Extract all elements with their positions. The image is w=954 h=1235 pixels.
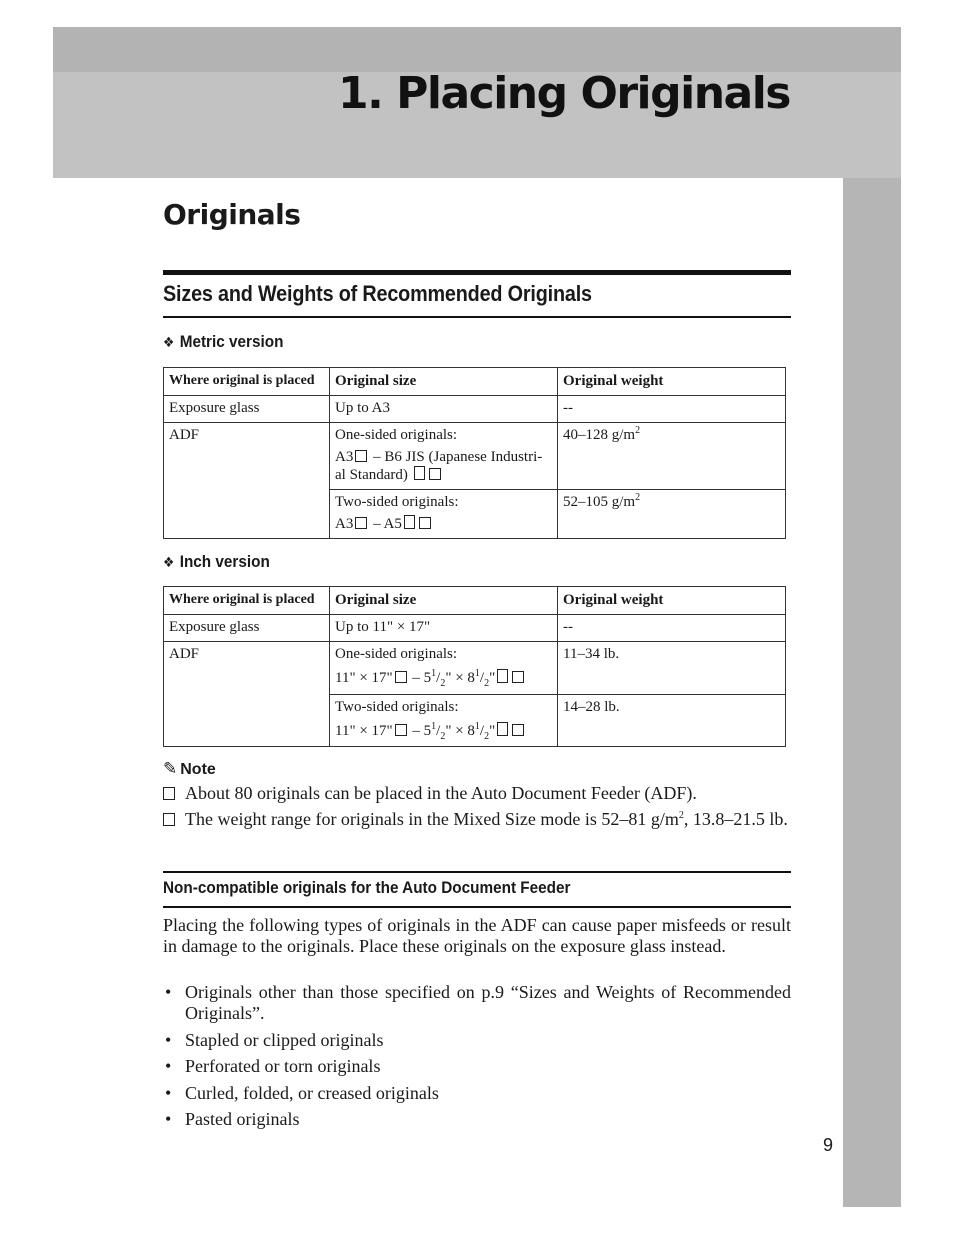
subsection-title: Sizes and Weights of Recommended Originals [163, 281, 592, 306]
diamond-bullet-icon: ❖ [163, 335, 175, 351]
list-item: • Stapled or clipped originals [163, 1030, 791, 1051]
header-placed: Where original is placed [164, 587, 330, 615]
paper-landscape-icon [355, 450, 367, 462]
size-end: " [489, 670, 496, 686]
list-item: • Perforated or torn originals [163, 1056, 791, 1077]
cell-weight: 11–34 lb. [558, 642, 786, 695]
header-dark-band [53, 27, 901, 72]
list-item [163, 783, 791, 804]
paper-portrait-icon [497, 722, 508, 736]
cell-weight [558, 423, 786, 490]
header-placed: Where original is placed [164, 368, 330, 396]
paper-portrait-icon [497, 669, 508, 683]
paper-landscape-icon [429, 468, 441, 480]
size-to: – B6 JIS (Japanese Industri- [369, 449, 543, 465]
size-label: Two-sided originals: [335, 699, 459, 715]
table-header-row [164, 368, 786, 396]
cell-place: ADF [164, 423, 330, 539]
fraction-den: 2 [484, 678, 490, 689]
paper-landscape-icon [355, 517, 367, 529]
diamond-bullet-icon: ❖ [163, 555, 175, 571]
header-size: Original size [330, 368, 558, 396]
subsection-rule-top [163, 871, 791, 873]
table-header-row [164, 587, 786, 615]
list-item: • Originals other than those specified on p.9 “Sizes and Weights of Recommended Originals”. [163, 982, 791, 1024]
size-range [335, 515, 552, 533]
inch-heading-text: Inch version [179, 552, 270, 571]
page-number: 9 [823, 1135, 834, 1155]
size-range: 11" × 17" – $5^1/_2$" × $8^1/_2$" [335, 722, 552, 740]
noncompat-bullets [163, 982, 791, 1136]
size-label: One-sided originals: [335, 646, 458, 662]
note-text-cont: , 13.8–21.5 lb. [683, 809, 788, 829]
size-range-cont [335, 466, 552, 484]
size-range: 11" × 17" – $5^1/_2$" × $8^1/_2$" [335, 669, 552, 687]
paper-portrait-icon [404, 515, 415, 529]
paper-portrait-icon [414, 466, 425, 480]
cell-weight: -- [558, 396, 786, 423]
note-text: About 80 originals can be placed in the Auto Document Feeder (ADF). [185, 783, 697, 803]
chapter-title: 1. Placing Originals [337, 68, 790, 119]
note-heading-text: Note [180, 761, 216, 778]
table-row [164, 396, 786, 423]
subsection-rule [163, 316, 791, 318]
size-by: " × 8 [445, 723, 475, 739]
size-from: 11" × 17" [335, 723, 393, 739]
noncompat-title: Non-compatible originals for the Auto Document Feeder [163, 878, 571, 897]
table-row [164, 642, 786, 695]
list-item [163, 809, 791, 830]
fraction-den: 2 [484, 731, 490, 742]
cell-place: Exposure glass [164, 396, 330, 423]
cell-size [330, 423, 558, 490]
fraction-num: 1 [431, 721, 437, 732]
table-row [164, 615, 786, 642]
cell-size: Up to A3 [330, 396, 558, 423]
cell-place: Exposure glass [164, 615, 330, 642]
list-item: • Pasted originals [163, 1109, 791, 1130]
size-label: One-sided originals: [335, 427, 458, 443]
cell-place: ADF [164, 642, 330, 747]
fraction-den: 2 [440, 731, 446, 742]
size-note: al Standard) [335, 467, 412, 483]
size-end: " [489, 723, 496, 739]
note-text: The weight range for originals in the Mixed Size mode is 52–81 g/m [185, 809, 679, 829]
paper-landscape-icon [512, 724, 524, 736]
fraction-num: 1 [431, 668, 437, 679]
metric-heading [163, 332, 283, 352]
note-heading [163, 759, 216, 779]
weight-exponent: 2 [635, 492, 641, 503]
section-rule-top [163, 270, 791, 275]
size-from: A3 [335, 449, 354, 465]
paper-landscape-icon [419, 517, 431, 529]
noncompat-paragraph: Placing the following types of originals in the ADF can cause paper misfeeds or result in damage to the originals. Place these originals on the exposure glass instead. [163, 915, 791, 956]
paper-landscape-icon [512, 671, 524, 683]
side-tab-band [843, 178, 901, 1207]
header-weight: Original weight [558, 587, 786, 615]
checkbox-bullet-icon [163, 813, 175, 826]
paper-landscape-icon [395, 724, 407, 736]
weight-exponent: 2 [635, 425, 641, 436]
metric-heading-text: Metric version [179, 332, 284, 351]
cell-size [330, 695, 558, 747]
fraction-num: 1 [474, 668, 480, 679]
size-to: – 5 [408, 670, 432, 686]
cell-weight [558, 490, 786, 539]
size-from: A3 [335, 516, 354, 532]
cell-size [330, 490, 558, 539]
inch-heading [163, 552, 270, 572]
cell-weight: -- [558, 615, 786, 642]
section-title: Originals [163, 198, 301, 231]
weight-exponent: 2 [678, 810, 684, 821]
header-weight: Original weight [558, 368, 786, 396]
size-to: – 5 [408, 723, 432, 739]
size-to: – A5 [369, 516, 402, 532]
cell-weight: 14–28 lb. [558, 695, 786, 747]
size-range [335, 448, 552, 466]
cell-size [330, 642, 558, 695]
size-label: Two-sided originals: [335, 494, 459, 510]
weight-value: 52–105 g/m [563, 494, 636, 510]
inch-table [163, 586, 786, 747]
list-item: • Curled, folded, or creased originals [163, 1083, 791, 1104]
note-list [163, 783, 791, 835]
weight-value: 40–128 g/m [563, 427, 636, 443]
paper-landscape-icon [395, 671, 407, 683]
fraction-num: 1 [474, 721, 480, 732]
note-pencil-icon: ✎ [163, 759, 178, 779]
metric-table [163, 367, 786, 539]
size-by: " × 8 [445, 670, 475, 686]
checkbox-bullet-icon [163, 787, 175, 800]
table-row [164, 423, 786, 490]
fraction-den: 2 [440, 678, 446, 689]
subsection-rule-bottom [163, 906, 791, 908]
size-from: 11" × 17" [335, 670, 393, 686]
cell-size: Up to 11" × 17" [330, 615, 558, 642]
header-size: Original size [330, 587, 558, 615]
